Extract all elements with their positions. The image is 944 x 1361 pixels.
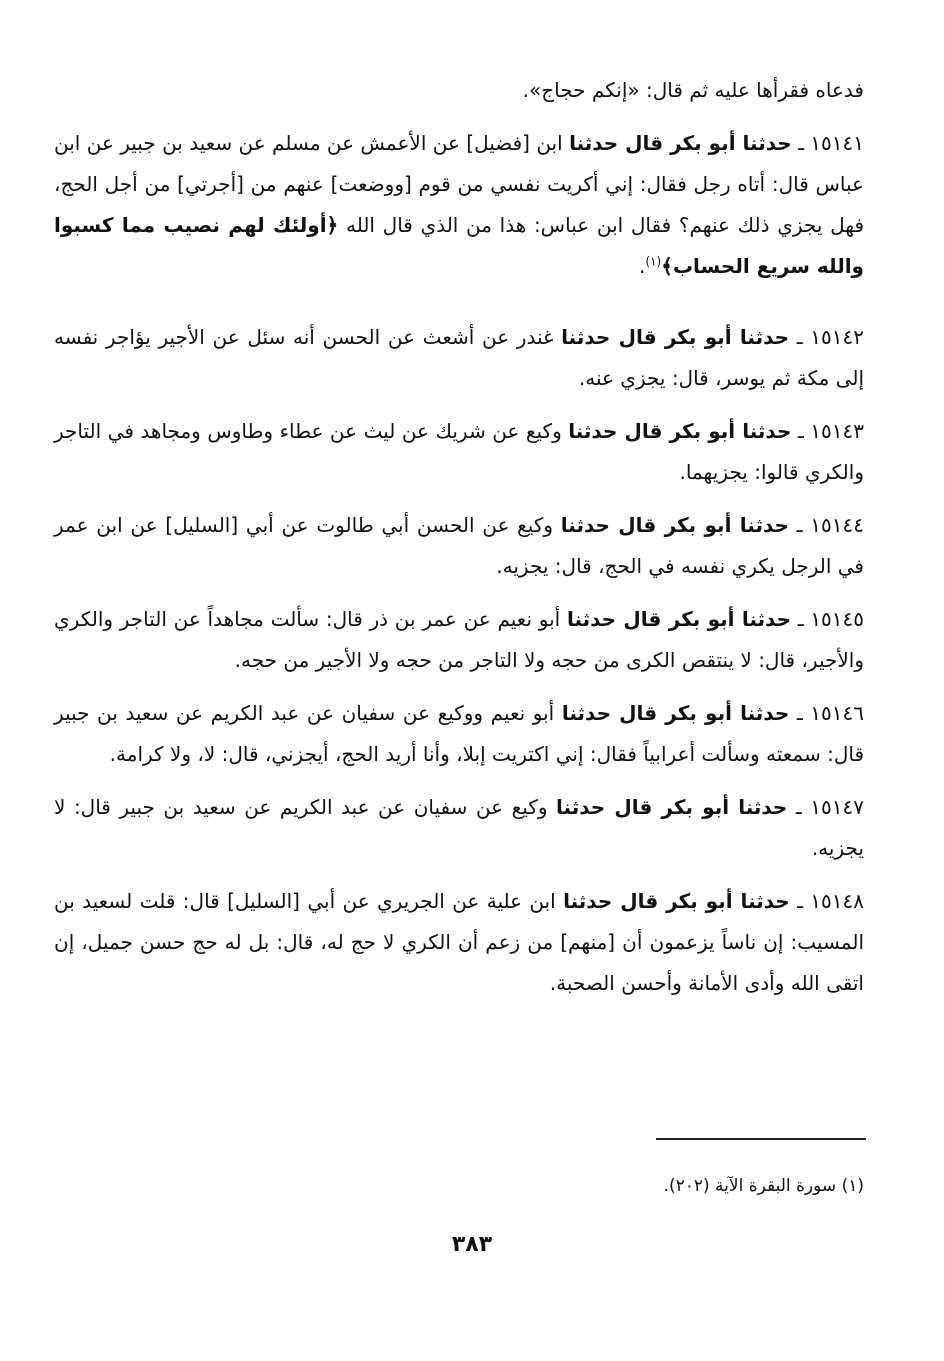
hadith-chain: حدثنا أبو بكر قال حدثنا — [561, 325, 790, 349]
hadith-chain: حدثنا أبو بكر قال حدثنا — [556, 795, 788, 819]
hadith-15146: ١٥١٤٦ ـ حدثنا أبو بكر قال حدثنا أبو نعيم ووكيع عن سفيان عن عبد الكريم عن سعيد بن جبير قال: سمعته وسألت أعرابياً فقال: إني اكتريت إبلا، وأنا أريد الحج، أيجزني، قال: لا، ولا كرامة. — [54, 701, 864, 766]
hadith-text: ابن علية عن الجريري عن أبي [السليل] قال: قلت لسعيد بن المسيب: إن ناساً يزعمون أن [منهم] من زعم أن الكري لا حج له، قال: بل له حج حسن جميل، إن اتقى الله وأدى الأمانة وأحسن الصحبة. — [54, 889, 864, 995]
hadith-15148: ١٥١٤٨ ـ حدثنا أبو بكر قال حدثنا ابن علية عن الجريري عن أبي [السليل] قال: قلت لسعيد بن المسيب: إن ناساً يزعمون أن [منهم] من زعم أن الكري لا حج له، قال: بل له حج حسن جميل، إن اتقى الله وأدى الأمانة وأحسن الصحبة. — [54, 889, 865, 995]
hadith-number: ١٥١٤٥ — [810, 607, 865, 631]
footnote — [54, 1172, 864, 1200]
hadith-number: ١٥١٤٤ — [810, 513, 865, 537]
hadith-number: ١٥١٤٦ — [810, 701, 864, 725]
hadith-number: ١٥١٤٨ — [810, 889, 865, 913]
hadith-chain: حدثنا أبو بكر قال حدثنا — [569, 131, 792, 155]
hadith-15147: ١٥١٤٧ ـ حدثنا أبو بكر قال حدثنا وكيع عن سفيان عن عبد الكريم عن سعيد بن جبير قال: لا يجزيه. — [54, 795, 865, 860]
footnote-reference: (١) — [645, 254, 662, 269]
intro-line — [54, 70, 864, 111]
quran-verse: ﴿أولئك لهم نصيب مما كسبوا والله سريع الحساب﴾ — [54, 213, 864, 278]
hadith-15143: ١٥١٤٣ ـ حدثنا أبو بكر قال حدثنا وكيع عن شريك عن ليث عن عطاء وطاوس ومجاهد في التاجر والكري قالوا: يجزيهما. — [54, 419, 864, 484]
hadith-15144: ١٥١٤٤ ـ حدثنا أبو بكر قال حدثنا وكيع عن الحسن أبي طالوت عن أبي [السليل] عن ابن عمر في الرجل يكري نفسه في الحج، قال: يجزيه. — [54, 513, 865, 578]
hadith-chain: حدثنا أبو بكر قال حدثنا — [566, 607, 791, 631]
hadith-number: ١٥١٤١ — [810, 131, 865, 155]
hadith-number: ١٥١٤٧ — [810, 795, 865, 819]
hadith-chain: حدثنا أبو بكر قال حدثنا — [560, 513, 789, 537]
hadith-number: ١٥١٤٢ — [810, 325, 865, 349]
hadith-15141: ١٥١٤١ ـ حدثنا أبو بكر قال حدثنا ابن [فضيل] عن الأعمش عن مسلم عن سعيد بن جبير عن ابن عباس قال: أتاه رجل فقال: إني أكريت نفسي من قوم [ووضعت] عنهم من [أجرتي] من أجل الحج، فهل يجزي ذلك عنهم؟ فقال ابن عباس: هذا من الذي قال الله ﴿أولئك لهم نصيب مما كسبوا والله سريع الحساب﴾$^{(١)}$. — [54, 131, 865, 278]
hadith-text: وكيع عن شريك عن ليث عن عطاء وطاوس ومجاهد في التاجر والكري قالوا: يجزيهما. — [54, 419, 864, 484]
hadith-chain: حدثنا أبو بكر قال حدثنا — [568, 419, 792, 443]
footnote-text: (١) سورة البقرة الآية (٢٠٢). — [663, 1176, 864, 1196]
hadith-text: وكيع عن سفيان عن عبد الكريم عن سعيد بن جبير قال: لا يجزيه. — [54, 795, 864, 860]
hadith-text: أبو نعيم ووكيع عن سفيان عن عبد الكريم عن سعيد بن جبير قال: سمعته وسألت أعرابياً فقال: إني اكتريت إبلا، وأنا أريد الحج، أيجزني، قال: لا، ولا كرامة. — [54, 701, 864, 766]
hadith-text: ابن [فضيل] عن الأعمش عن مسلم عن سعيد بن جبير عن ابن عباس قال: أتاه رجل فقال: إني أكريت نفسي من قوم [ووضعت] عنهم من [أجرتي] من أجل الحج، فهل يجزي ذلك عنهم؟ فقال ابن عباس: هذا من الذي قال الله — [54, 131, 865, 237]
hadith-end: . — [639, 254, 646, 278]
document-body — [54, 70, 864, 1004]
intro-text: فدعاه فقرأها عليه ثم قال: «إنكم حجاج». — [522, 78, 864, 102]
hadith-text: وكيع عن الحسن أبي طالوت عن أبي [السليل] عن ابن عمر في الرجل يكري نفسه في الحج، قال: يجزيه. — [54, 513, 864, 578]
hadith-15142: ١٥١٤٢ ـ حدثنا أبو بكر قال حدثنا غندر عن أشعث عن الحسن أنه سئل عن الأجير يؤاجر نفسه إلى مكة ثم يوسر، قال: يجزي عنه. — [54, 325, 865, 390]
hadith-15145: ١٥١٤٥ ـ حدثنا أبو بكر قال حدثنا أبو نعيم عن عمر بن ذر قال: سألت مجاهداً عن التاجر والكري والأجير، قال: لا ينتقص الكرى من حجه ولا التاجر من حجه ولا الأجير من حجه. — [54, 607, 865, 672]
hadith-chain: حدثنا أبو بكر قال حدثنا — [563, 889, 790, 913]
page-number: ٣٨٣ — [451, 1232, 493, 1257]
footnote-divider — [656, 1138, 866, 1140]
hadith-text: أبو نعيم عن عمر بن ذر قال: سألت مجاهداً عن التاجر والكري والأجير، قال: لا ينتقص الكرى من حجه ولا التاجر من حجه ولا الأجير من حجه. — [54, 607, 864, 672]
hadith-text: غندر عن أشعث عن الحسن أنه سئل عن الأجير يؤاجر نفسه إلى مكة ثم يوسر، قال: يجزي عنه. — [54, 325, 864, 390]
hadith-chain: حدثنا أبو بكر قال حدثنا — [561, 701, 790, 725]
hadith-number: ١٥١٤٣ — [810, 419, 864, 443]
